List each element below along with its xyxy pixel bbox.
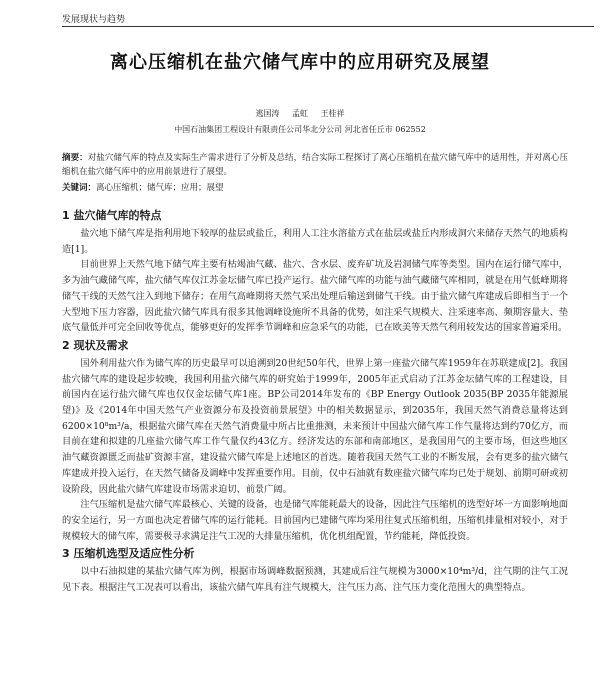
keywords-text: 离心压缩机；储气库；应用；展望 — [96, 183, 224, 193]
article-body — [62, 206, 568, 596]
running-head: 发展现状与趋势 — [62, 15, 126, 25]
authors: 逃国涛 孟虹 王桂祥 — [255, 109, 345, 118]
paragraph: 注气压缩机是盐穴储气库最核心、关键的设备，也是储气库能耗最大的设备，因此注气压缩机的选型好坏一方面影响地面的安全运行，另一方面也决定着储气库的运行能耗。目前国内已建储气库均采用往复式压缩机组，压缩机排量相对较小，对于规模较大的储气库，需要极寻求满足注气工况的大排量压缩机，优化机组配置，节约能耗，降低投资。 — [62, 499, 568, 542]
affiliation: 中国石油集团工程设计有限责任公司华北分公司 河北省任丘市 062552 — [174, 125, 426, 134]
keywords — [62, 181, 568, 195]
header-divider — [62, 26, 594, 27]
abstract-text: 对盐穴储气库的特点及实际生产需求进行了分析及总结，结合实际工程探讨了离心压缩机在盐穴储气库中的适用性，并对离心压缩机在盐穴储气库中的应用前景进行了展望。 — [62, 153, 568, 177]
abstract-label: 摘要： — [62, 153, 88, 163]
section-heading: 3 压缩机选型及适应性分析 — [62, 547, 195, 561]
section-heading: 2 现状及需求 — [62, 338, 129, 352]
paragraph: 盐穴地下储气库是指利用地下较厚的盐层或盐丘，利用人工注水溶盐方式在盐层或盐丘内形成洞穴来储存天然气的地质构造[1]。 — [62, 228, 568, 255]
paragraph: 目前世界上天然气地下储气库主要有枯竭油气藏、盐穴、含水层、废弃矿坑及岩洞储气库等类型。国内在运行储气库中，多为油气藏储气库，盐穴储气库仅江苏金坛储气库已投产运行。盐穴储气库的功能与油气藏储气库相同，就是在用气低峰期将储气干线的天然气注入到地下储存；在用气高峰期将天然气采出处理后输送到储气干线。由于盐穴储气库建成后即相当于一个大型地下压力容器，因此盐穴储气库具有很多其他调峰设施所不具备的优势，如注采气规模大、注采速率高、频期容量大、垫底气量低并可完全回收等优点，能够更好的发挥季节调峰和应急采气的功能，已在欧美等天然气利用较发达的国家普遍采用。 — [62, 259, 568, 334]
keywords-label: 关键词： — [62, 183, 97, 193]
section-heading: 1 盐穴储气库的特点 — [62, 209, 162, 222]
paragraph: 以中石油拟建的某盐穴储气库为例，根据市场调峰数据预测，其建成后注气规模为3000×10⁴m³/d，注气期的注气工况见下表。根据注气工况表可以看出，该盐穴储气库具有注气规模大，注气压力高、注气压力变化范围大的典型特点。 — [62, 566, 568, 594]
paragraph: 国外利用盐穴作为储气库的历史最早可以追溯到20世纪50年代，世界上第一座盐穴储气库1959年在苏联建成[2]。我国盐穴储气库的建设起步较晚，我国利用盐穴储气库的研究始于1999年，2005年正式启动了江苏金坛储气库的工程建设，目前国内在运行盐穴储气库也仅仅金坛储气库1座。BP公司2014年发布的《BP Energy Outlook 2035(BP 2035年能源展望)》及《2014年中国天然气产业资源分布及投资前景展望》中的相关数据显示，到2035年，我国天然气消费总量将达到6200×10⁸m³/a，根据盐穴储气库在天然气消费量中所占比重推测，未来预计中国盐穴储气库工作气量将达到约70亿方，而目前在建和拟建的几座盐穴储气库工作气量仅约43亿方。经济发达的东部和南部地区，是我国用气的主要市场，但这些地区油气藏资源匮乏而盐矿资源丰富，建设盐穴储气库是上述地区的首选。随着我国天然气工业的不断发展，会有更多的盐穴储气库建成并投入运行，在天然气储备及调峰中发挥重要作用。目前，仅中石油就有数座盐穴储气库均已处于规划、前期可研或初设阶段，因此盐穴储气库建设市场需求迫切、前景广阔。 — [62, 357, 568, 495]
article-title: 离心压缩机在盐穴储气库中的应用研究及展望 — [110, 52, 490, 73]
abstract — [62, 151, 568, 179]
